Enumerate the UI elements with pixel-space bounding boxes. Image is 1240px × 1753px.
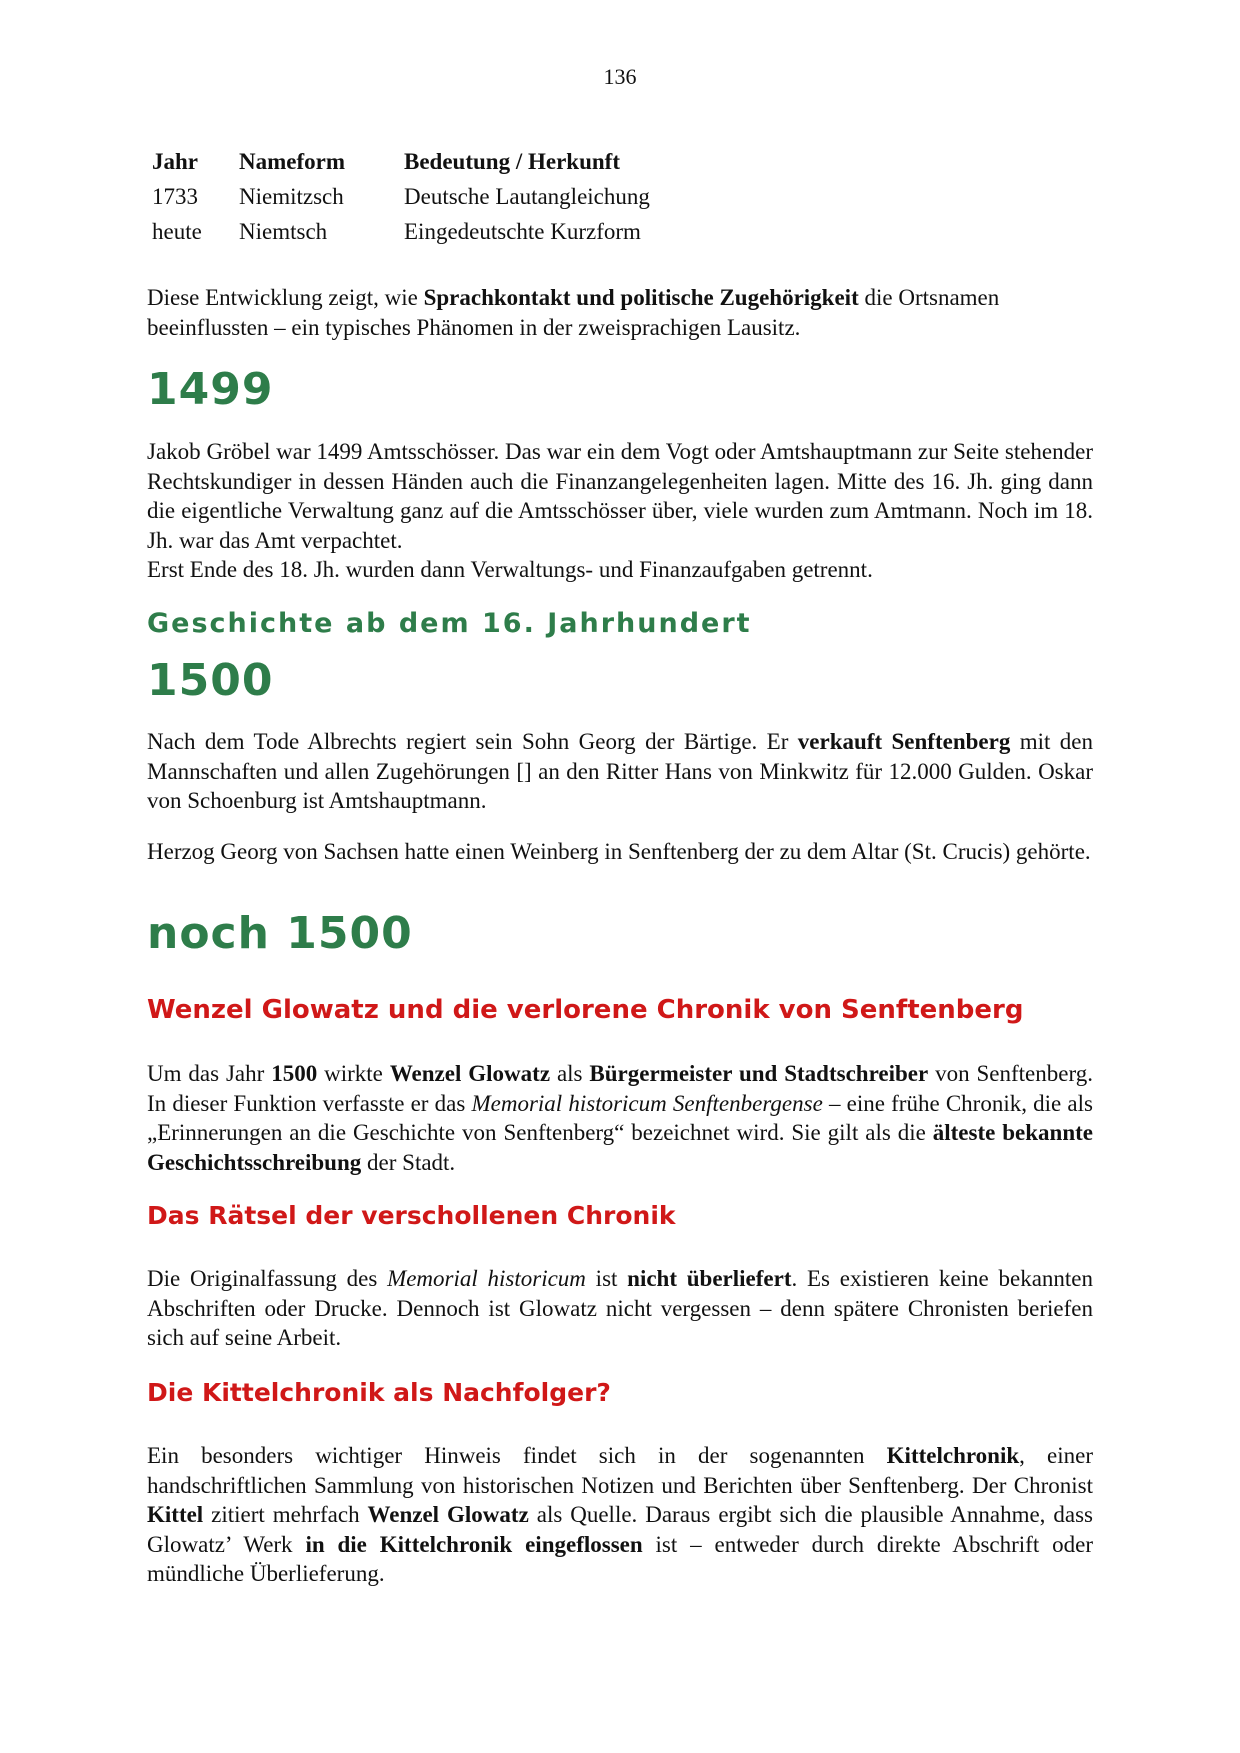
paragraph-1499: Jakob Gröbel war 1499 Amtsschösser. Das war ein dem Vogt oder Amtshauptmann zur Seite stehender Rechtskundiger in dessen Händen auch die Finanzangelegenheiten lagen. Mitte des 16. Jh. ging dann die eigentliche Verwaltung ganz auf die Amtsschösser über, viele wurden zum Amtmann. Noch im 18. Jh. war das Amt verpachtet. Erst Ende des 18. Jh. wurden dann Verwaltungs- und Finanzaufgaben getrennt. (147, 439, 1093, 582)
table-cell: Eingedeutschte Kurzform (404, 219, 641, 244)
page-number: 136 (603, 64, 637, 89)
paragraph-raetsel: Die Originalfassung des Memorial historicum ist nicht überliefert. Es existieren keine bekannten Abschriften oder Drucke. Dennoch ist Glowatz nicht vergessen – denn spätere Chronisten beriefen sich auf seine Arbeit. (147, 1266, 1093, 1350)
table-cell: 1733 (152, 184, 198, 209)
paragraph-kittelchronik: Ein besonders wichtiger Hinweis findet sich in der sogenannten Kittelchronik, einer handschriftlichen Sammlung von historischen Notizen und Berichten über Senftenberg. Der Chronist Kittel zitiert mehrfach Wenzel Glowatz als Quelle. Daraus ergibt sich die plausible Annahme, dass Glowatz’ Werk in die Kittelchronik eingeflossen ist – entweder durch direkte Abschrift oder mündliche Überlieferung. (147, 1443, 1094, 1586)
table-row (140, 183, 650, 218)
paragraph-1500-vineyard: Herzog Georg von Sachsen hatte einen Weinberg in Senftenberg der zu dem Altar (St. Crucis) gehörte. (147, 839, 1091, 864)
paragraph-wenzel-glowatz: Um das Jahr 1500 wirkte Wenzel Glowatz als Bürgermeister und Stadtschreiber von Senftenberg. In dieser Funktion verfasste er das Memorial historicum Senftenbergense – eine frühe Chronik, die als „Erinnerungen an die Geschichte von Senftenberg“ bezeichnet wird. Sie gilt als die älteste bekannte Geschichtsschreibung der Stadt. (147, 1061, 1093, 1175)
table-cell: Niemitzsch (239, 184, 344, 209)
name-form-table (140, 148, 650, 253)
heading-raetsel: Das Rätsel der verschollenen Chronik (147, 1201, 676, 1230)
heading-kittelchronik: Die Kittelchronik als Nachfolger? (147, 1378, 611, 1407)
column-header: Jahr (152, 149, 198, 174)
table-cell: Niemtsch (239, 219, 328, 244)
paragraph-1500-sale: Nach dem Tode Albrechts regiert sein Sohn Georg der Bärtige. Er verkauft Senftenberg mit den Mannschaften und allen Zugehörungen [] an den Ritter Hans von Minkwitz für 12.000 Gulden. Oskar von Schoenburg ist Amtshauptmann. (147, 729, 1093, 813)
intro-paragraph: Diese Entwicklung zeigt, wie Sprachkontakt und politische Zugehörigkeit die Ortsnamen beeinflussten – ein typisches Phänomen in der zweisprachigen Lausitz. (147, 285, 1000, 340)
column-header: Bedeutung / Herkunft (404, 149, 620, 174)
table-cell: Deutsche Lautangleichung (404, 184, 650, 209)
table-row (140, 218, 650, 253)
column-header: Nameform (239, 149, 346, 174)
heading-noch-1500: noch 1500 (147, 908, 413, 959)
heading-century: Geschichte ab dem 16. Jahrhundert (147, 608, 752, 639)
heading-1500: 1500 (147, 655, 274, 706)
table-cell: heute (152, 219, 202, 244)
heading-wenzel-glowatz: Wenzel Glowatz und die verlorene Chronik von Senftenberg (147, 995, 1024, 1025)
table-header-row (140, 148, 650, 183)
heading-1499: 1499 (147, 364, 274, 415)
